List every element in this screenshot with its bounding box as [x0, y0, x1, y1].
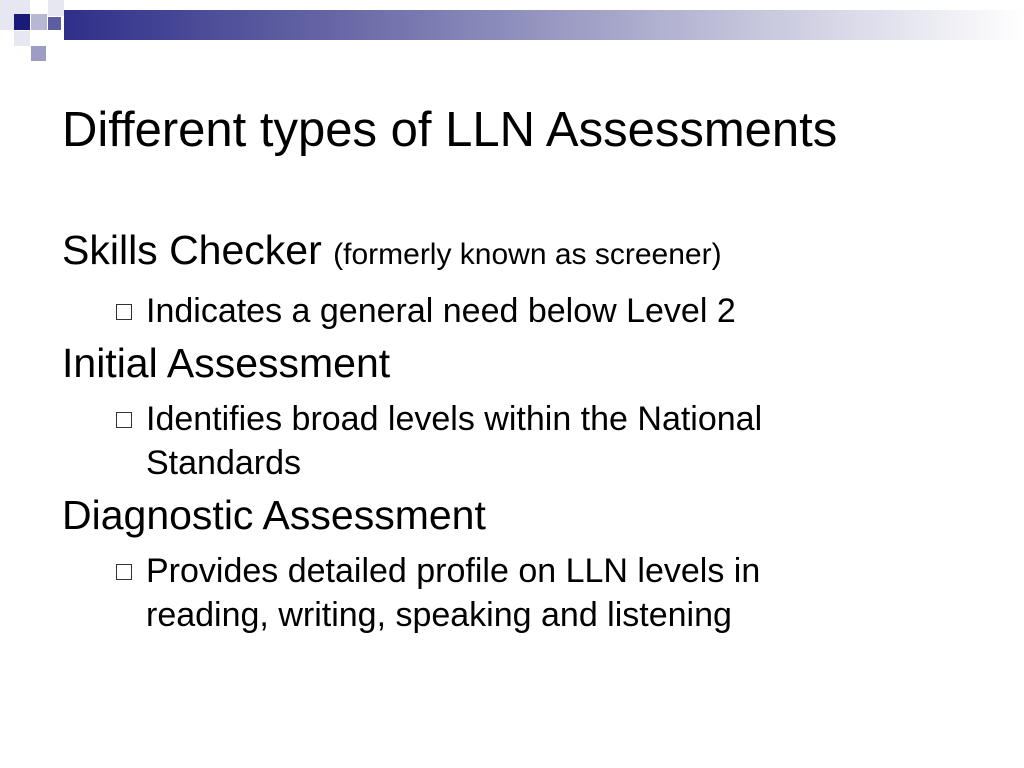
- sub-bullet-text: Provides detailed profile on LLN levels in reading, writing, speaking and listening: [146, 552, 761, 634]
- bullet-heading-text: Skills Checker: [62, 227, 322, 273]
- bullet-heading-diagnostic-assessment: [62, 489, 962, 541]
- hollow-square-icon: [116, 564, 132, 580]
- sub-bullet-diagnostic-assessment: [62, 549, 866, 637]
- bullet-heading-note: (formerly known as screener): [333, 238, 722, 271]
- bullet-heading-text: Diagnostic Assessment: [62, 492, 486, 538]
- header-gradient-bar: [64, 10, 1024, 40]
- sub-bullet-initial-assessment: [62, 397, 866, 485]
- sub-bullet-text: Identifies broad levels within the National Standards: [146, 400, 763, 482]
- bullet-heading-text: Initial Assessment: [62, 340, 391, 386]
- hollow-square-icon: [116, 304, 132, 320]
- slide-body: [62, 224, 962, 641]
- hollow-square-icon: [116, 412, 132, 428]
- sub-bullet-skills-checker: [62, 289, 866, 333]
- bullet-heading-initial-assessment: [62, 337, 962, 389]
- bullet-heading-skills-checker: [62, 224, 962, 281]
- sub-bullet-text: Indicates a general need below Level 2: [146, 292, 736, 330]
- slide-title: Different types of LLN Assessments: [62, 103, 838, 157]
